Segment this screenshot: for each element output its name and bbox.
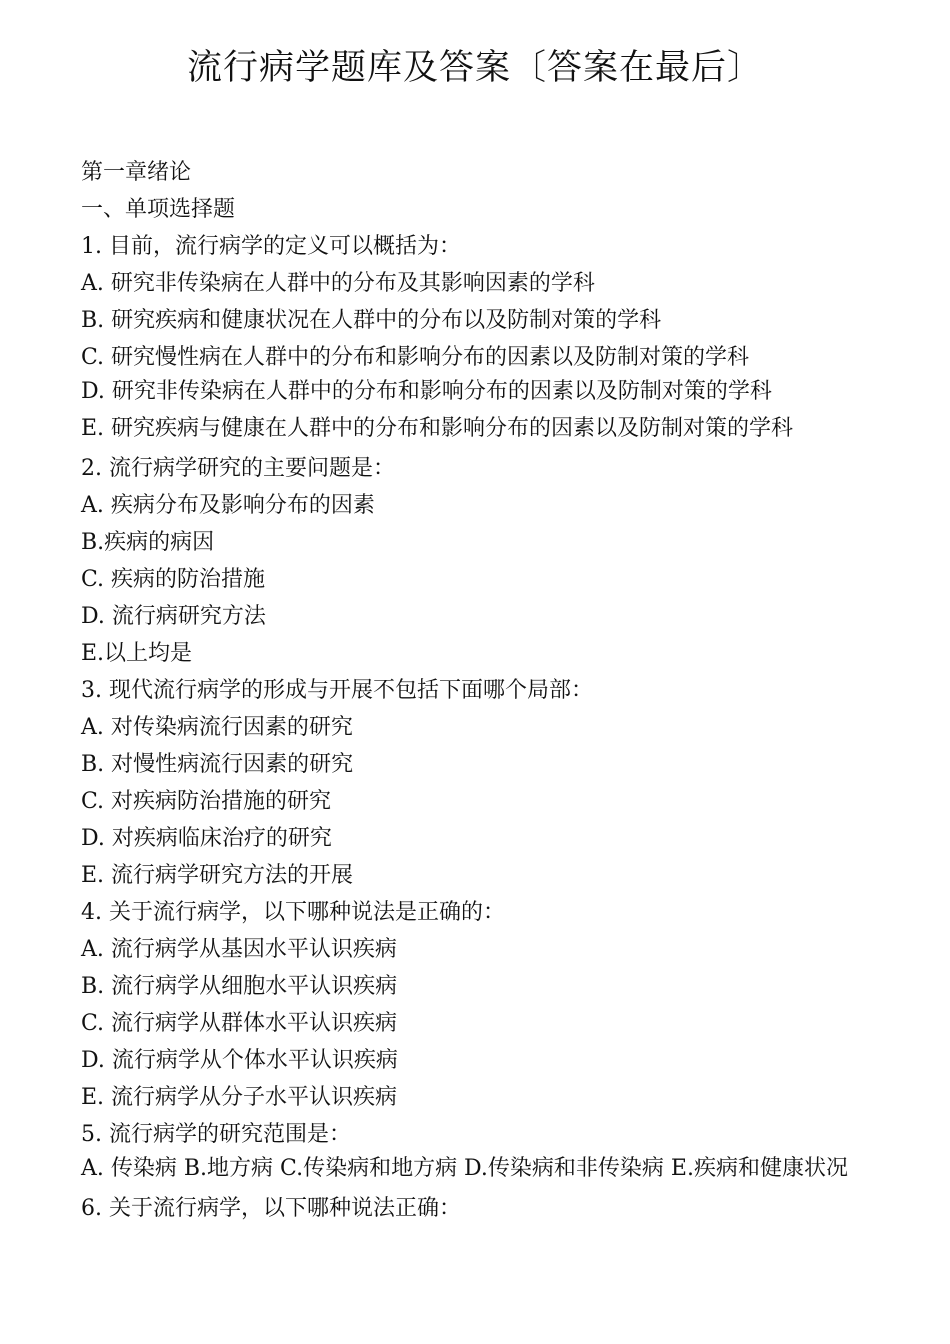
question-6: 6. 关于流行病学，以下哪种说法正确： xyxy=(81,1196,461,1221)
document-title: 流行病学题库及答案〔答案在最后〕 xyxy=(186,48,763,88)
q3-option-b: B. 对慢性病流行因素的研究 xyxy=(81,752,354,777)
q4-option-e: E. 流行病学从分子水平认识疾病 xyxy=(81,1085,398,1110)
document-body xyxy=(81,154,871,1227)
question-2: 2. 流行病学研究的主要问题是： xyxy=(81,456,395,481)
question-5: 5. 流行病学的研究范围是： xyxy=(81,1122,351,1147)
q5-options: A. 传染病 B.地方病 C.传染病和地方病 D.传染病和非传染病 E.疾病和健康状况 xyxy=(81,1156,848,1181)
q2-option-d: D. 流行病研究方法 xyxy=(81,604,266,629)
chapter-heading: 第一章绪论 xyxy=(81,160,192,185)
q4-option-a: A. 流行病学从基因水平认识疾病 xyxy=(81,937,397,962)
q1-option-d: D. 研究非传染病在人群中的分布和影响分布的因素以及防制对策的学科 xyxy=(81,379,772,404)
q3-option-a: A. 对传染病流行因素的研究 xyxy=(81,715,353,740)
q1-option-c: C. 研究慢性病在人群中的分布和影响分布的因素以及防制对策的学科 xyxy=(81,345,750,370)
question-1: 1. 目前，流行病学的定义可以概括为： xyxy=(81,234,461,259)
q2-option-e: E.以上均是 xyxy=(81,641,193,666)
q4-option-d: D. 流行病学从个体水平认识疾病 xyxy=(81,1048,398,1073)
q3-option-e: E. 流行病学研究方法的开展 xyxy=(81,863,354,888)
q2-option-a: A. 疾病分布及影响分布的因素 xyxy=(81,493,375,518)
q2-option-c: C. 疾病的防治措施 xyxy=(81,567,266,592)
q3-option-d: D. 对疾病临床治疗的研究 xyxy=(81,826,332,851)
q2-option-b: B.疾病的病因 xyxy=(81,530,215,555)
q1-option-a: A. 研究非传染病在人群中的分布及其影响因素的学科 xyxy=(81,271,595,296)
q3-option-c: C. 对疾病防治措施的研究 xyxy=(81,789,332,814)
q1-option-e: E. 研究疾病与健康在人群中的分布和影响分布的因素以及防制对策的学科 xyxy=(81,416,794,441)
question-3: 3. 现代流行病学的形成与开展不包括下面哪个局部： xyxy=(81,678,593,703)
question-4: 4. 关于流行病学，以下哪种说法是正确的： xyxy=(81,900,505,925)
section-heading: 一、单项选择题 xyxy=(81,197,236,222)
q4-option-c: C. 流行病学从群体水平认识疾病 xyxy=(81,1011,398,1036)
q1-option-b: B. 研究疾病和健康状况在人群中的分布以及防制对策的学科 xyxy=(81,308,662,333)
q4-option-b: B. 流行病学从细胞水平认识疾病 xyxy=(81,974,398,999)
